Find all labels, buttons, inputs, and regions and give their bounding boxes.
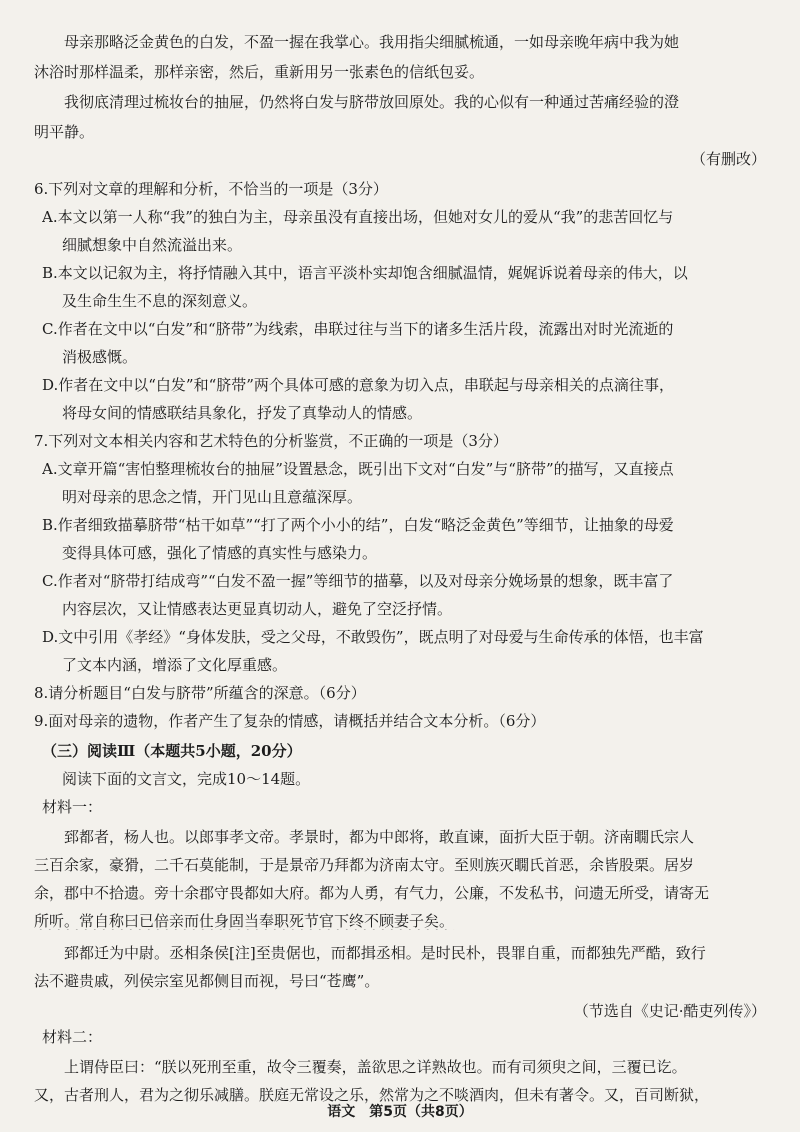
- text-line: 9.面对母亲的遗物，作者产生了复杂的情感，请概括并结合文本分析。（6分）: [34, 712, 546, 730]
- page-footer: 语文 第5页（共8页）: [327, 1104, 473, 1120]
- text-line: 细腻想象中自然流溢出来。: [62, 236, 243, 254]
- text-line: 上谓侍臣曰：“朕以死刑至重，故令三覆奏，盖欲思之详熟故也。而有司须臾之间，三覆已讫。: [64, 1058, 687, 1076]
- text-line: 将母女间的情感联结具象化，抒发了真挚动人的情感。: [62, 404, 423, 422]
- text-line: 8.请分析题目“白发与脐带”所蕴含的深意。（6分）: [34, 684, 366, 702]
- text-line: 材料二：: [42, 1028, 103, 1046]
- text-line: D.作者在文中以“白发”和“脐带”两个具体可感的意象为切入点，串联起与母亲相关的点滴往事，: [42, 376, 674, 394]
- text-line: 及生命生生不息的深刻意义。: [62, 292, 258, 310]
- text-line: 所听。常自称曰已倍亲而仕身固当奉职死节官下终不顾妻子矣。: [34, 912, 455, 930]
- text-line: 6.下列对文章的理解和分析，不恰当的一项是（3分）: [34, 180, 388, 198]
- text-line: （节选自《史记·酷吏列传》）: [573, 1002, 766, 1020]
- text-line: 7.下列对文本相关内容和艺术特色的分析鉴赏，不正确的一项是（3分）: [34, 432, 508, 450]
- text-line: 内容层次，又让情感表达更显真切动人，避免了空泛抒情。: [62, 600, 453, 618]
- text-line: D.文中引用《孝经》“身体发肤，受之父母，不敢毁伤”，既点明了对母爱与生命传承的体悟，也丰富: [42, 628, 704, 646]
- text-line: C.作者对“脐带打结成弯”“白发不盈一握”等细节的描摹，以及对母亲分娩场景的想象，既丰富了: [42, 572, 674, 590]
- text-line: B.作者细致描摹脐带“枯干如草”“打了两个小小的结”，白发“略泛金黄色”等细节，让抽象的母爱: [42, 516, 674, 534]
- text-line: A.文章开篇“害怕整理梳妆台的抽屉”设置悬念，既引出下文对“白发”与“脐带”的描写，又直接点: [42, 460, 674, 478]
- text-line: 明对母亲的思念之情，开门见山且意蕴深厚。: [62, 488, 363, 506]
- text-line: C.作者在文中以“白发”和“脐带”为线索，串联过往与当下的诸多生活片段，流露出对时光流逝的: [42, 320, 674, 338]
- text-line: 又，古者刑人，君为之彻乐减膳。朕庭无常设之乐，然常为之不啖酒肉，但未有著令。又，百司断狱，: [34, 1086, 710, 1104]
- text-line: （三）阅读Ⅲ（本题共5小题，20分）: [42, 742, 302, 760]
- text-line: 法不避贵戚，列侯宗室见都侧目而视，号曰“苍鹰”。: [34, 972, 380, 990]
- text-line: 明平静。: [34, 123, 95, 141]
- text-line: 沐浴时那样温柔，那样亲密，然后，重新用另一张素色的信纸包妥。: [34, 63, 485, 81]
- text-line: （有删改）: [690, 150, 766, 168]
- text-line: B.本文以记叙为主，将抒情融入其中，语言平淡朴实却饱含细腻温情，娓娓诉说着母亲的伟大，以: [42, 264, 688, 282]
- text-line: 三百余家，豪猾，二千石莫能制，于是景帝乃拜都为济南太守。至则族灭瞯氏首恶，余皆股栗。居岁: [34, 856, 695, 874]
- text-line: 郅都者，杨人也。以郎事孝文帝。孝景时，都为中郎将，敢直谏，面折大臣于朝。济南瞯氏宗人: [64, 828, 695, 846]
- text-line: 材料一：: [42, 798, 103, 816]
- text-line: 郅都迁为中尉。丞相条侯[注]至贵倨也，而都揖丞相。是时民朴，畏罪自重，而都独先严酷，致行: [64, 944, 706, 962]
- text-line: 我彻底清理过梳妆台的抽屉，仍然将白发与脐带放回原处。我的心似有一种通过苦痛经验的澄: [64, 93, 680, 111]
- text-line: 了文本内涵，增添了文化厚重感。: [62, 656, 288, 674]
- text-line: 余，郡中不拾遗。旁十余郡守畏都如大府。都为人勇，有气力，公廉，不发私书，问遗无所受，请寄无: [34, 884, 710, 902]
- text-line: 母亲那略泛金黄色的白发，不盈一握在我掌心。我用指尖细腻梳通，一如母亲晚年病中我为她: [64, 33, 680, 51]
- text-line: 变得具体可感，强化了情感的真实性与感染力。: [62, 544, 378, 562]
- text-line: 消极感慨。: [62, 348, 138, 366]
- text-line: A.本文以第一人称“我”的独白为主，母亲虽没有直接出场，但她对女儿的爱从“我”的悲苦回忆与: [42, 208, 674, 226]
- text-line: 阅读下面的文言文，完成10～14题。: [62, 770, 311, 788]
